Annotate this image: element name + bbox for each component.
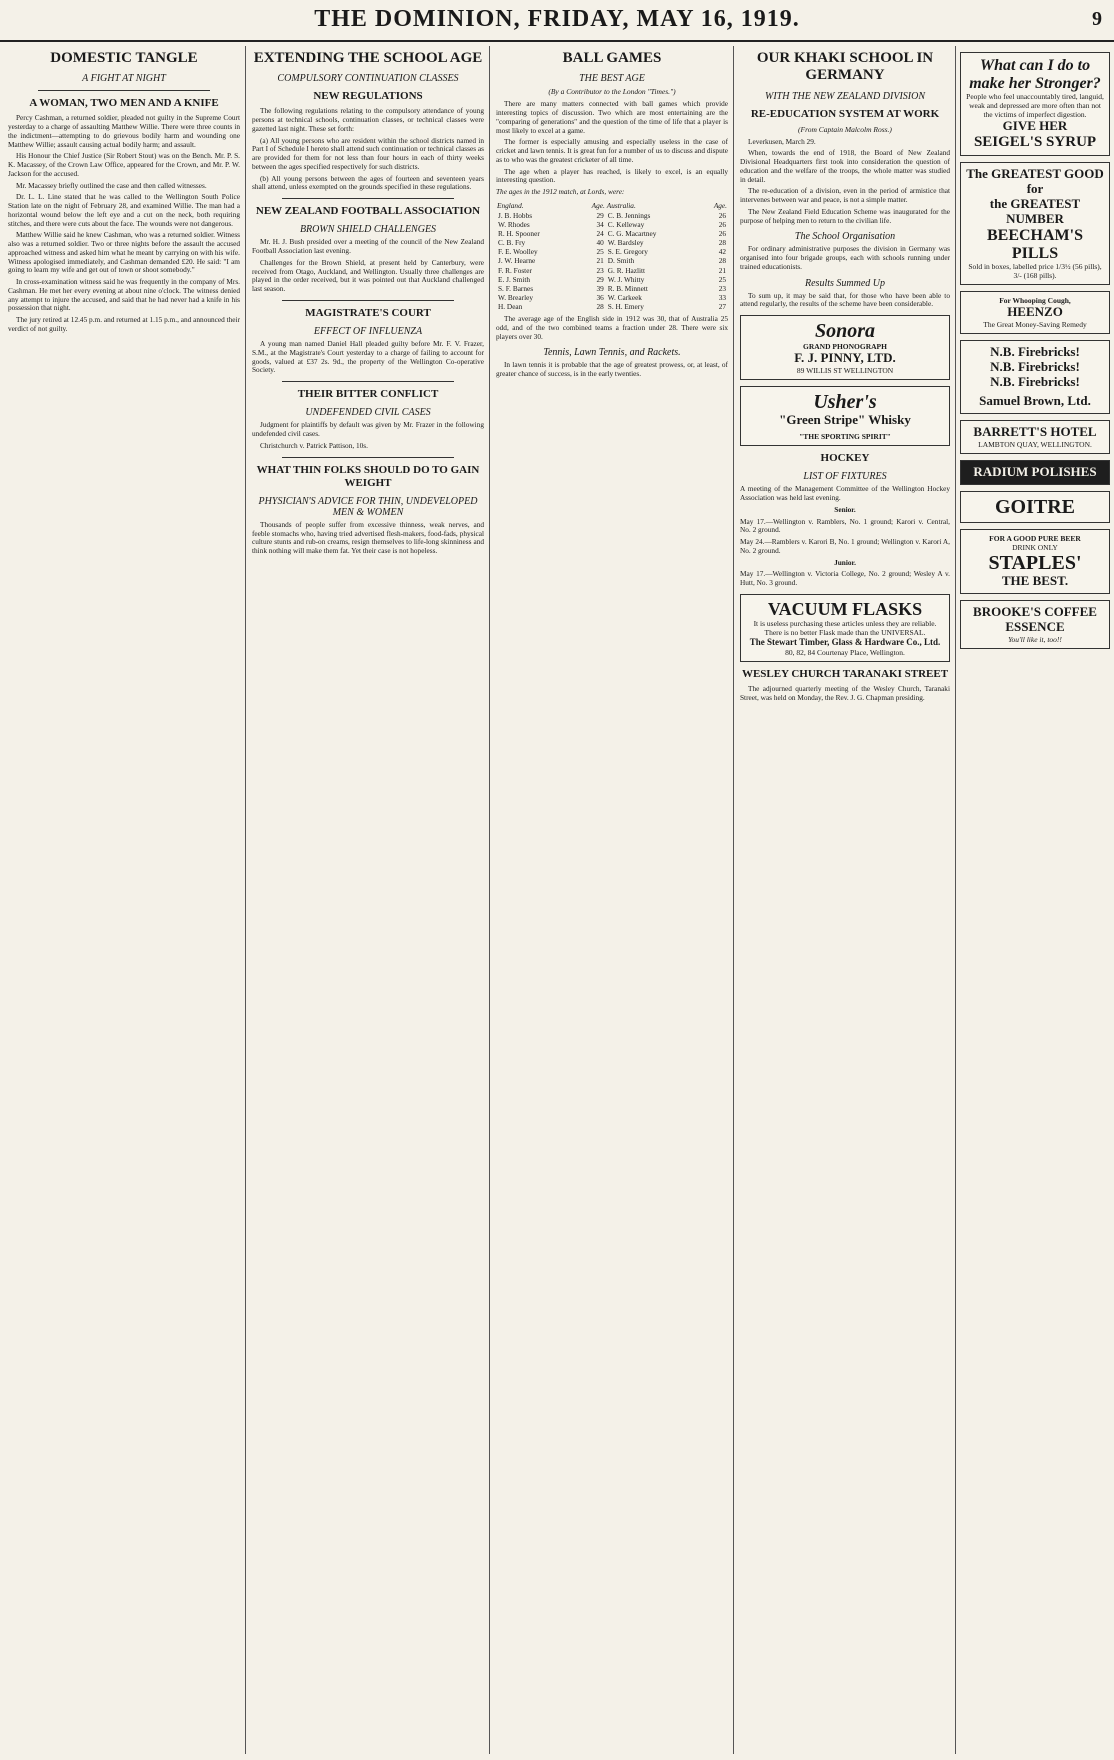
byline: (By a Contributor to the London "Times.")	[548, 87, 676, 97]
barrett-title: BARRETT'S HOTEL	[973, 424, 1097, 439]
section-new-regulations: NEW REGULATIONS	[313, 90, 423, 103]
table-cell: E. J. Smith	[498, 274, 531, 284]
paragraph: (b) All young persons between the ages of fourteen and seventeen years shall attend, unless exempted on the grounds specified in these regulations.	[252, 173, 484, 192]
column-ads	[960, 46, 1110, 1754]
table-cell: 25	[718, 274, 726, 284]
table-cell: J. B. Hobbs	[498, 210, 533, 220]
ushers-sub: "Green Stripe" Whisky	[779, 412, 911, 428]
table-cell: F. E. Woolley	[498, 247, 538, 257]
heenzo-title: For Whooping Cough,	[999, 296, 1071, 306]
ages-table-header	[496, 200, 728, 211]
divider	[282, 381, 454, 382]
fixture-line: May 17.—Wellington v. Victoria College, No. 2 ground; Wesley A v. Hutt, No. 3 ground.	[740, 569, 950, 587]
ad-vacuum-flasks[interactable]	[740, 594, 950, 662]
table-cell: W. Bardsley	[607, 238, 644, 248]
ad-firebricks[interactable]	[960, 340, 1110, 414]
table-cell: R. H. Spooner	[498, 229, 540, 239]
subhead-physicians-advice: PHYSICIAN'S ADVICE FOR THIN, UNDEVELOPED MEN & WOMEN	[258, 495, 478, 518]
ages-table-body	[496, 211, 728, 311]
sonora-address: 89 WILLIS ST WELLINGTON	[796, 366, 894, 376]
section-hockey: HOCKEY	[820, 452, 870, 465]
firebricks-company: Samuel Brown, Ltd.	[979, 393, 1091, 409]
ages-table	[496, 200, 728, 311]
vacuum-title: VACUUM FLASKS	[767, 598, 923, 619]
beer-brand: STAPLES'	[988, 551, 1082, 574]
column-rule	[489, 46, 490, 1754]
vacuum-address: 80, 82, 84 Courtenay Place, Wellington.	[785, 648, 905, 658]
table-row	[496, 275, 728, 284]
table-cell: F. R. Foster	[498, 265, 532, 275]
beecham-line-1: The GREATEST GOOD for	[966, 166, 1104, 197]
column-domestic-tangle	[8, 46, 240, 1754]
paragraph: Challenges for the Brown Shield, at present held by Canterbury, were received from Otago, Auckland, and Wellington. Usually three challenges are played in the order received, but it was pointed out that Auckland challenged last season.	[252, 257, 484, 294]
paragraph: The New Zealand Field Education Scheme was inaugurated for the purpose of helping men to return to the civilian life.	[740, 206, 950, 225]
table-cell: R. B. Minnett	[607, 283, 648, 293]
barrett-sub: LAMBTON QUAY, WELLINGTON.	[978, 439, 1092, 449]
subhead-influenza: EFFECT OF INFLUENZA	[313, 326, 423, 338]
headline-ball-games: BALL GAMES	[562, 50, 662, 66]
paragraph: To sum up, it may be said that, for those who have been able to attend regularly, the results of the scheme have been considerable.	[740, 290, 950, 309]
column-khaki-school	[740, 46, 950, 1754]
beer-mid: DRINK ONLY	[1012, 542, 1058, 552]
table-cell: C. G. Macartney	[607, 229, 657, 239]
table-row	[496, 229, 728, 238]
table-cell: 33	[718, 292, 726, 302]
section-thin-folks: WHAT THIN FOLKS SHOULD DO TO GAIN WEIGHT	[256, 463, 480, 489]
article-body	[8, 114, 240, 333]
table-cell: 21	[596, 256, 604, 266]
paragraph: The average age of the English side in 1912 was 30, that of Australia 25 odd, and of the two combined teams a fraction under 28. There were six players over 30.	[496, 314, 728, 341]
subhead-nz-division: WITH THE NEW ZEALAND DIVISION	[765, 90, 925, 102]
paragraph: The jury retired at 12.45 p.m. and returned at 1.15 p.m., and announced their verdict of not guilty.	[8, 315, 240, 333]
subhead-fight-at-night: A FIGHT AT NIGHT	[82, 73, 166, 85]
radium-brand: RADIUM POLISHES	[973, 463, 1097, 479]
table-cell: 29	[596, 274, 604, 284]
table-cell: G. R. Hazlitt	[607, 265, 646, 275]
table-cell: 23	[596, 265, 604, 275]
table-header-cell: England.	[497, 200, 524, 210]
column-ball-games	[496, 46, 728, 1754]
fixture-line: Junior.	[834, 557, 856, 567]
table-row	[496, 238, 728, 247]
table-cell: 23	[718, 283, 726, 293]
heenzo-sub: The Great Money-Saving Remedy	[983, 320, 1087, 330]
fixture-line: A meeting of the Management Committee of the Wellington Hockey Association was held last evening.	[740, 484, 950, 502]
section-conflict: THEIR BITTER CONFLICT	[297, 388, 439, 401]
table-cell: 25	[596, 247, 604, 257]
table-cell: 34	[596, 219, 604, 229]
table-row	[496, 247, 728, 256]
paragraph: In lawn tennis it is probable that the age of greatest prowess, or, at least, of greater chance of success, is in the early twenties.	[496, 360, 728, 379]
paragraph: The former is especially amusing and especially useless in the case of cricket and lawn tennis. It is great fun for a number of us to discuss and dispute as to who was the greatest cricketer of all time.	[496, 137, 728, 164]
paragraph: The adjourned quarterly meeting of the Wesley Church, Taranaki Street, was held on Monday, the Rev. J. G. Chapman presiding.	[740, 684, 950, 703]
stronger-text: People who feel unaccountably tired, languid, weak and depressed are more often than not the victims of imperfect digestion.	[966, 92, 1104, 120]
column-rule	[955, 46, 956, 1754]
table-row	[496, 302, 728, 311]
headline-khaki-school: OUR KHAKI SCHOOL IN GERMANY	[756, 50, 934, 84]
byline: (From Captain Malcolm Ross.)	[798, 124, 892, 134]
ad-heenzo[interactable]	[960, 291, 1110, 334]
story-title-woman-two-men: A WOMAN, TWO MEN AND A KNIFE	[29, 97, 219, 110]
table-row	[496, 293, 728, 302]
table-cell: C. B. Jennings	[607, 210, 651, 220]
ad-radium-polishes[interactable]	[960, 460, 1110, 485]
table-row	[496, 256, 728, 265]
ushers-brand: Usher's	[813, 391, 877, 414]
firebricks-line: N.B. Firebricks!	[990, 374, 1080, 390]
paragraph: Mr. Macassey briefly outlined the case and then called witnesses.	[16, 180, 207, 190]
table-header-cell: Australia.	[606, 200, 636, 210]
firebricks-line: N.B. Firebricks!	[990, 359, 1080, 375]
brookes-brand: BROOKE'S COFFEE ESSENCE	[973, 603, 1097, 634]
beer-top: FOR A GOOD PURE BEER	[989, 533, 1081, 543]
table-cell: C. B. Fry	[498, 238, 526, 248]
paragraph: Judgment for plaintiffs by default was given by Mr. Frazer in the following undefended civil cases.	[252, 420, 484, 438]
brookes-tag: You'll like it, too!!	[1008, 634, 1062, 644]
paragraph: Matthew Willie said he knew Cashman, who was a returned soldier. Witness also was a returned soldier. Two or three nights before the assault the accused approached witness and asked him what he meant by carrying on with his wife. Witness apologised immediately, and Cashman demanded £20. He said: "I am going to learn my wife and get out of town or shoot somebody."	[8, 230, 240, 275]
table-cell: 27	[718, 301, 726, 311]
table-caption: The ages in the 1912 match, at Lords, were:	[496, 187, 625, 196]
headline-domestic-tangle: DOMESTIC TANGLE	[50, 50, 198, 66]
divider	[38, 90, 210, 91]
ad-sonora-phonograph[interactable]	[740, 315, 950, 380]
subhead-continuation-classes: COMPULSORY CONTINUATION CLASSES	[277, 73, 459, 85]
table-cell: 29	[596, 210, 604, 220]
table-cell: 21	[718, 265, 726, 275]
fixture-line: Senior.	[834, 504, 856, 514]
table-row	[496, 284, 728, 293]
seigels-brand: SEIGEL'S SYRUP	[973, 134, 1097, 151]
sonora-brand: Sonora	[814, 320, 876, 343]
vacuum-text: It is useless purchasing these articles unless they are reliable. There is no better Flask made than the UNIVERSAL.	[753, 619, 937, 638]
table-row	[496, 211, 728, 220]
table-cell: W. Rhodes	[498, 219, 530, 229]
give-her: GIVE HER	[1002, 118, 1068, 134]
section-magistrates-court: MAGISTRATE'S COURT	[305, 306, 431, 319]
column-rule	[733, 46, 734, 1754]
table-cell: S. E. Gregory	[607, 247, 648, 257]
table-cell: H. Dean	[498, 301, 523, 311]
paragraph: Christchurch v. Patrick Pattison, 10s.	[260, 440, 368, 450]
paragraph: Dr. L. L. Line stated that he was called to the Wellington South Police Station late on the night of February 28, and examined Willie. The man had a horizontal wound below the left eye and a cut on the neck, both requiring stitches, and there were cuts about the face. The wounds were not dangerous.	[8, 192, 240, 228]
table-header-cell: Age.	[591, 200, 605, 210]
page-number: 9	[1092, 8, 1102, 30]
paragraph: In cross-examination witness said he was frequently in the company of Mrs. Cashman. He met her every evening at about nine o'clock. The witness denied any attempt to injure the accused, and said that he had never had a knife in his possession that night.	[8, 277, 240, 313]
fixture-line: May 24.—Ramblers v. Karori B, No. 1 ground; Wellington v. Karori A, No. 2 ground.	[740, 537, 950, 555]
masthead-title: THE DOMINION, FRIDAY, MAY 16, 1919.	[314, 6, 800, 32]
firebricks-line: N.B. Firebricks!	[990, 344, 1080, 360]
table-cell: 26	[718, 210, 726, 220]
column-school-age	[252, 46, 484, 1754]
heenzo-brand: HEENZO	[1007, 304, 1063, 320]
table-cell: S. H. Emery	[607, 301, 644, 311]
subhead-fixtures: LIST OF FIXTURES	[803, 471, 887, 483]
paragraph: When, towards the end of 1918, the Board of New Zealand Divisional Headquarters first took into consideration the question of education and the welfare of the troops, the whole matter was studied in detail.	[740, 148, 950, 184]
table-cell: 28	[718, 238, 726, 248]
ad-barretts-hotel[interactable]	[960, 420, 1110, 454]
table-cell: 40	[596, 238, 604, 248]
paragraph: Mr. H. J. Bush presided over a meeting of the council of the New Zealand Football Association last evening.	[252, 237, 484, 256]
beecham-brand: BEECHAM'S PILLS	[986, 227, 1083, 262]
table-cell: W. Brearley	[498, 292, 533, 302]
divider	[282, 300, 454, 301]
subhead-results: Results Summed Up	[805, 277, 885, 289]
section-re-education: RE-EDUCATION SYSTEM AT WORK	[750, 107, 940, 120]
beer-tag: THE BEST.	[1001, 572, 1069, 588]
goitre-brand: GOITRE	[994, 495, 1076, 518]
subhead-tennis: Tennis, Lawn Tennis, and Rackets.	[543, 347, 681, 359]
table-cell: 28	[596, 301, 604, 311]
beecham-line-2: the GREATEST NUMBER	[989, 196, 1081, 227]
table-cell: 26	[718, 219, 726, 229]
ad-beechams-pills[interactable]	[960, 162, 1110, 285]
sonora-sub: GRAND PHONOGRAPH	[803, 342, 887, 352]
subhead-civil-cases: UNDEFENDED CIVIL CASES	[305, 407, 431, 419]
fixture-line: May 17.—Wellington v. Ramblers, No. 1 ground; Karori v. Central, No. 2 ground.	[740, 516, 950, 535]
paragraph: A young man named Daniel Hall pleaded guilty before Mr. F. V. Frazer, S.M., at the Magistrate's Court yesterday to a charge of failing to account for goods, valued at £37 2s. 9d., the property of the Wellington Co-operative Society.	[252, 339, 484, 375]
paragraph: His Honour the Chief Justice (Sir Robert Stout) was on the Bench. Mr. P. S. K. Macassey, of the Crown Law Office, appeared for the Crown, and Mr. P. W. Jackson for the accused.	[8, 151, 240, 178]
subhead-best-age: THE BEST AGE	[579, 73, 645, 85]
table-cell: 24	[596, 229, 604, 239]
section-wesley-church: WESLEY CHURCH TARANAKI STREET	[741, 668, 949, 681]
ad-ushers-whisky[interactable]	[740, 386, 950, 446]
divider	[282, 457, 454, 458]
vacuum-company: The Stewart Timber, Glass & Hardware Co., Ltd.	[749, 637, 941, 648]
table-cell: 26	[718, 229, 726, 239]
table-cell: D. Smith	[607, 256, 635, 266]
subhead-brown-shield: BROWN SHIELD CHALLENGES	[299, 224, 437, 236]
paragraph: The re-education of a division, even in the period of armistice that intervenes between war and peace, is not a simple matter.	[740, 186, 950, 205]
beecham-price: Sold in boxes, labelled price 1/3½ (56 pills), 3/- (168 pills).	[968, 262, 1102, 281]
paragraph: (a) All young persons who are resident within the school districts named in Part I of Schedule I hereto shall attend such continuation or technical classes as are provided for them for not less than four hours in each of thirty weeks between the ages specified respectively for such districts.	[252, 135, 484, 171]
table-cell: W. J. Whitty	[607, 274, 645, 284]
table-cell: 36	[596, 292, 604, 302]
ad-brookes-coffee[interactable]	[960, 600, 1110, 649]
table-cell: C. Kelleway	[607, 219, 645, 229]
table-cell: 39	[596, 283, 604, 293]
paragraph: The age when a player has reached, is likely to excel, is an equally interesting question.	[496, 166, 728, 185]
table-cell: W. Carkeek	[607, 292, 642, 302]
paragraph: There are many matters connected with ball games which provide interesting topics of discussion. Two which are most entertaining are the "comparing of generations" and the question of the time of life that a player is most likely to excel at a game.	[496, 99, 728, 135]
table-header-cell: Age.	[713, 200, 727, 210]
table-row	[496, 266, 728, 275]
table-cell: 28	[718, 256, 726, 266]
divider	[282, 198, 454, 199]
paragraph: Percy Cashman, a returned soldier, pleaded not guilty in the Supreme Court yesterday to a charge of assaulting Matthew Willie. There were three counts in the indictment—attempting to do grievous bodily harm and wounding one Matthew Willie; assault causing actual bodily harm; and assault.	[8, 113, 240, 149]
paragraph: Thousands of people suffer from excessive thinness, weak nerves, and feeble stomachs who, having tried advertised flesh-makers, food-fads, physical culture stunts and rub-on creams, resign themselves to life-long skinniness and think nothing will make them fat. Yet their case is not hopeless.	[252, 519, 484, 556]
section-football-association: NEW ZEALAND FOOTBALL ASSOCIATION	[255, 205, 481, 218]
table-row	[496, 220, 728, 229]
table-cell: S. F. Barnes	[498, 283, 534, 293]
sonora-dealer: F. J. PINNY, LTD.	[794, 350, 896, 366]
paragraph: For ordinary administrative purposes the division in Germany was organised into four brigade groups, each with schools running under trained educationists.	[740, 244, 950, 271]
headline-extending-school-age: EXTENDING THE SCHOOL AGE	[253, 50, 483, 66]
subhead-school-organisation: The School Organisation	[794, 231, 896, 243]
ad-seigels-syrup[interactable]	[960, 52, 1110, 156]
ad-goitre[interactable]	[960, 491, 1110, 523]
paragraph: Leverkusen, March 29.	[748, 136, 816, 146]
paragraph: The following regulations relating to the compulsory attendance of young persons at technical schools, continuation classes, or technical classes were gazetted last night. These set forth:	[252, 106, 484, 133]
table-cell: 42	[718, 247, 726, 257]
ad-staples-beer[interactable]	[960, 529, 1110, 594]
stronger-headline: What can I do to make her Stronger?	[969, 57, 1101, 92]
masthead	[0, 0, 1114, 42]
sporting-spirit: "THE SPORTING SPIRIT"	[799, 432, 891, 442]
hockey-fixtures	[740, 452, 950, 588]
table-cell: J. W. Hearne	[498, 256, 536, 266]
column-rule	[245, 46, 246, 1754]
